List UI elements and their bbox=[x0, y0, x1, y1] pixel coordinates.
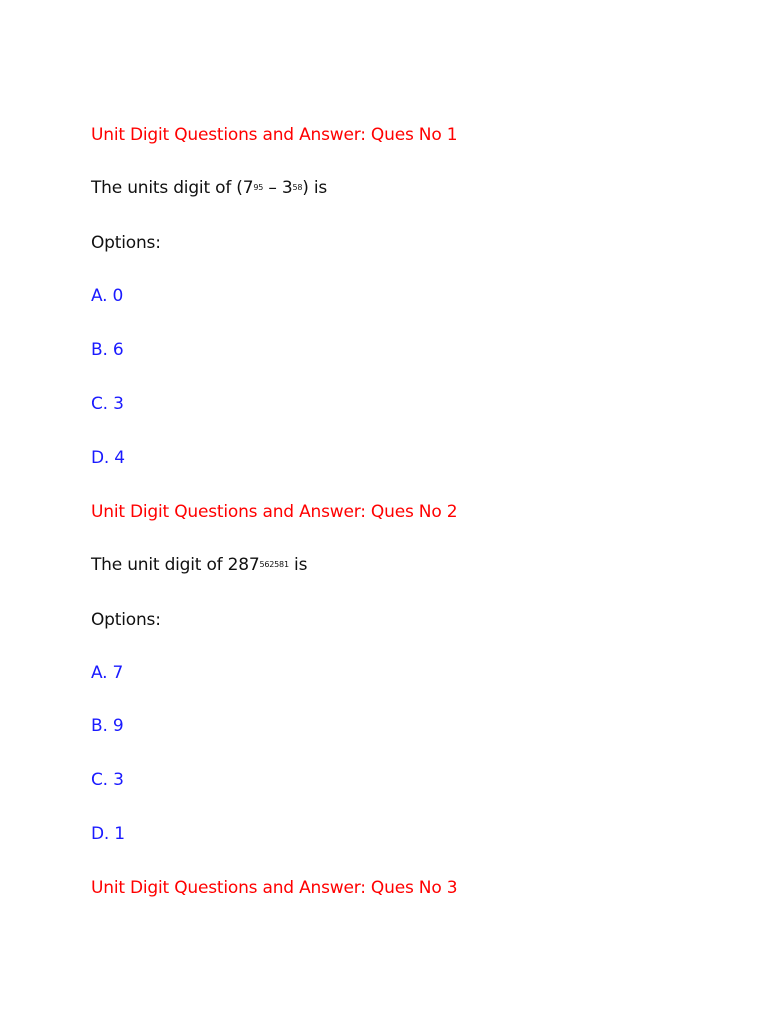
question-2-option-c: C. 3 bbox=[91, 770, 124, 790]
question-1-options-label: Options: bbox=[91, 233, 161, 253]
question-1-text-suffix: ) is bbox=[302, 178, 328, 198]
question-1-option-c: C. 3 bbox=[91, 394, 124, 414]
question-2-options-label: Options: bbox=[91, 610, 161, 630]
question-1-option-d: D. 4 bbox=[91, 448, 125, 468]
question-1-text bbox=[91, 177, 327, 199]
question-2-option-b: B. 9 bbox=[91, 716, 124, 736]
question-1-text-mid: – 3 bbox=[263, 178, 293, 198]
question-2-text-suffix: is bbox=[288, 555, 308, 575]
question-1-option-b: B. 6 bbox=[91, 340, 124, 360]
question-2-option-d: D. 1 bbox=[91, 824, 125, 844]
question-1-exponent-1: 95 bbox=[253, 183, 264, 192]
question-2-option-a: A. 7 bbox=[91, 663, 124, 683]
question-2-text-prefix: The unit digit of 287 bbox=[91, 555, 260, 575]
question-2-heading: Unit Digit Questions and Answer: Ques No 2 bbox=[91, 502, 458, 522]
question-2-text bbox=[91, 554, 307, 576]
question-2-exponent: 562581 bbox=[259, 560, 289, 569]
question-3-heading: Unit Digit Questions and Answer: Ques No 3 bbox=[91, 878, 458, 898]
question-1-exponent-2: 58 bbox=[292, 183, 303, 192]
question-1-option-a: A. 0 bbox=[91, 286, 124, 306]
question-1-text-prefix: The units digit of (7 bbox=[91, 178, 254, 198]
question-1-heading: Unit Digit Questions and Answer: Ques No 1 bbox=[91, 125, 458, 145]
